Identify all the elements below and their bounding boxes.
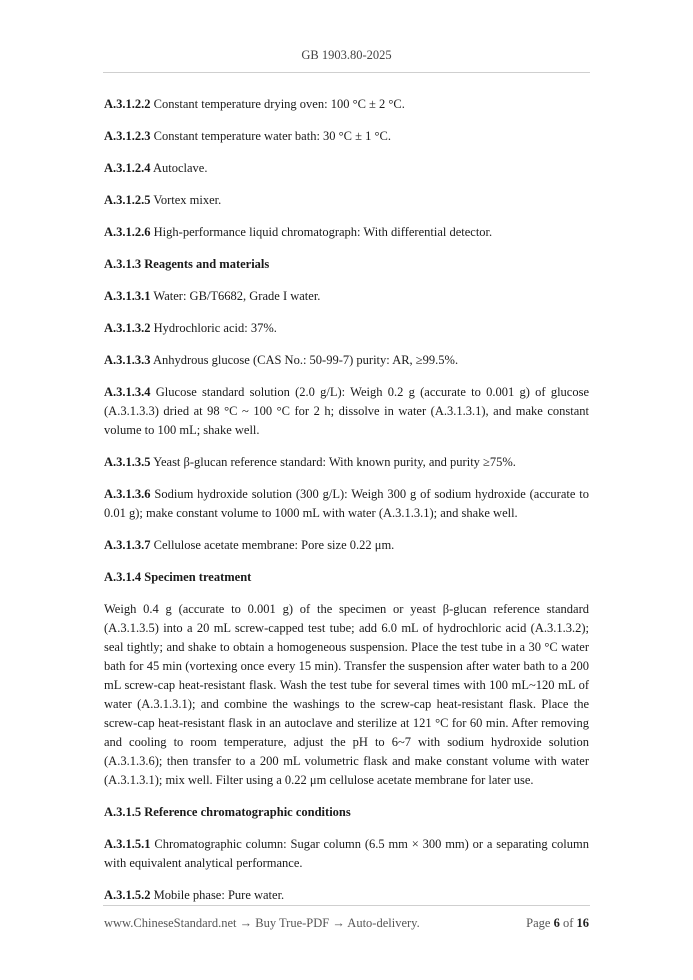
clause-text: Sodium hydroxide solution (300 g/L): Weigh 300 g of sodium hydroxide (accurate to 0.01 g); make constant volume to 1000 mL with water (A.3.1.3.1); and shake well. [104, 487, 589, 520]
clause-text: Hydrochloric acid: 37%. [150, 321, 277, 335]
page-number [526, 916, 589, 931]
header-divider [103, 72, 590, 73]
clause-text: Vortex mixer. [150, 193, 222, 207]
clause-number: A.3.1.5.2 [104, 888, 151, 902]
section-heading: A.3.1.3 Reagents and materials [104, 257, 270, 271]
clause-number: A.3.1.2.2 [104, 97, 151, 111]
paragraph [104, 223, 589, 242]
clause-number: A.3.1.3.2 [104, 321, 151, 335]
page-of: of [562, 916, 574, 930]
paragraph [104, 485, 589, 523]
clause-text: Anhydrous glucose (CAS No.: 50-99-7) purity: AR, ≥99.5%. [150, 353, 459, 367]
clause-text: Cellulose acetate membrane: Pore size 0.22 μm. [150, 538, 395, 552]
clause-number: A.3.1.3.1 [104, 289, 151, 303]
page-footer [104, 916, 589, 931]
clause-number: A.3.1.2.6 [104, 225, 151, 239]
section-heading: A.3.1.5 Reference chromatographic conditions [104, 805, 351, 819]
paragraph [104, 536, 589, 555]
clause-text: Weigh 0.4 g (accurate to 0.001 g) of the specimen or yeast β-glucan reference standard (A.3.1.3.5) into a 20 mL screw-capped test tube; add 6.0 mL of hydrochloric acid (A.3.1.3.2); seal tightly; and shake to obtain a homogeneous suspension. Place the test tube in a 30 °C water bath for 45 min (vortexing once every 15 min). Transfer the suspension after water bath to a 200 mL screw-cap heat-resistant flask. Wash the test tube for several times with 100 mL~120 mL of water (A.3.1.3.1); and combine the washings to the screw-cap heat-resistant flask. Place the screw-cap heat-resistant flask in an autoclave and sterilize at 121 °C for 60 min. After removing and cooling to room temperature, adjust the pH to 6~7 with sodium hydroxide solution (A.3.1.3.6); then transfer to a 200 mL volumetric flask and make constant volume with water (A.3.1.3.1); mix well. Filter using a 0.22 μm cellulose acetate membrane for later use. [104, 602, 589, 787]
paragraph [104, 319, 589, 338]
clause-text: Mobile phase: Pure water. [150, 888, 285, 902]
page-label: Page [526, 916, 551, 930]
paragraph [104, 835, 589, 873]
clause-text: Constant temperature drying oven: 100 °C ± 2 °C. [150, 97, 405, 111]
clause-number: A.3.1.3.7 [104, 538, 151, 552]
footer-divider [103, 905, 590, 906]
section-heading: A.3.1.4 Specimen treatment [104, 570, 252, 584]
paragraph [104, 95, 589, 114]
clause-text: Water: GB/T6682, Grade I water. [150, 289, 321, 303]
clause-text: High-performance liquid chromatograph: With differential detector. [150, 225, 493, 239]
paragraph [104, 600, 589, 790]
document-body [104, 95, 589, 918]
clause-number: A.3.1.2.5 [104, 193, 151, 207]
clause-text: Constant temperature water bath: 30 °C ± 1 °C. [150, 129, 391, 143]
paragraph [104, 287, 589, 306]
clause-text: Yeast β-glucan reference standard: With known purity, and purity ≥75%. [150, 455, 516, 469]
page-total: 16 [576, 916, 589, 930]
clause-number: A.3.1.2.3 [104, 129, 151, 143]
clause-number: A.3.1.5.1 [104, 837, 151, 851]
clause-number: A.3.1.2.4 [104, 161, 151, 175]
clause-text: Chromatographic column: Sugar column (6.5 mm × 300 mm) or a separating column with equivalent analytical performance. [104, 837, 589, 870]
paragraph [104, 383, 589, 440]
clause-number: A.3.1.3.4 [104, 385, 151, 399]
clause-text: Autoclave. [150, 161, 208, 175]
paragraph [104, 351, 589, 370]
paragraph [104, 159, 589, 178]
clause-text: Glucose standard solution (2.0 g/L): Weigh 0.2 g (accurate to 0.001 g) of glucose (A.3.1.3.3) dried at 98 °C ~ 100 °C for 2 h; dissolve in water (A.3.1.3.1), and make constant volume to 100 mL; shake well. [104, 385, 589, 437]
paragraph [104, 886, 589, 905]
clause-number: A.3.1.3.5 [104, 455, 151, 469]
page-current: 6 [553, 916, 560, 930]
clause-number: A.3.1.3.6 [104, 487, 151, 501]
paragraph [104, 453, 589, 472]
footer-link[interactable]: www.ChineseStandard.net → Buy True-PDF → Auto-delivery. [104, 916, 420, 930]
paragraph [104, 191, 589, 210]
clause-number: A.3.1.3.3 [104, 353, 151, 367]
paragraph [104, 127, 589, 146]
page-header: GB 1903.80-2025 [301, 48, 392, 62]
